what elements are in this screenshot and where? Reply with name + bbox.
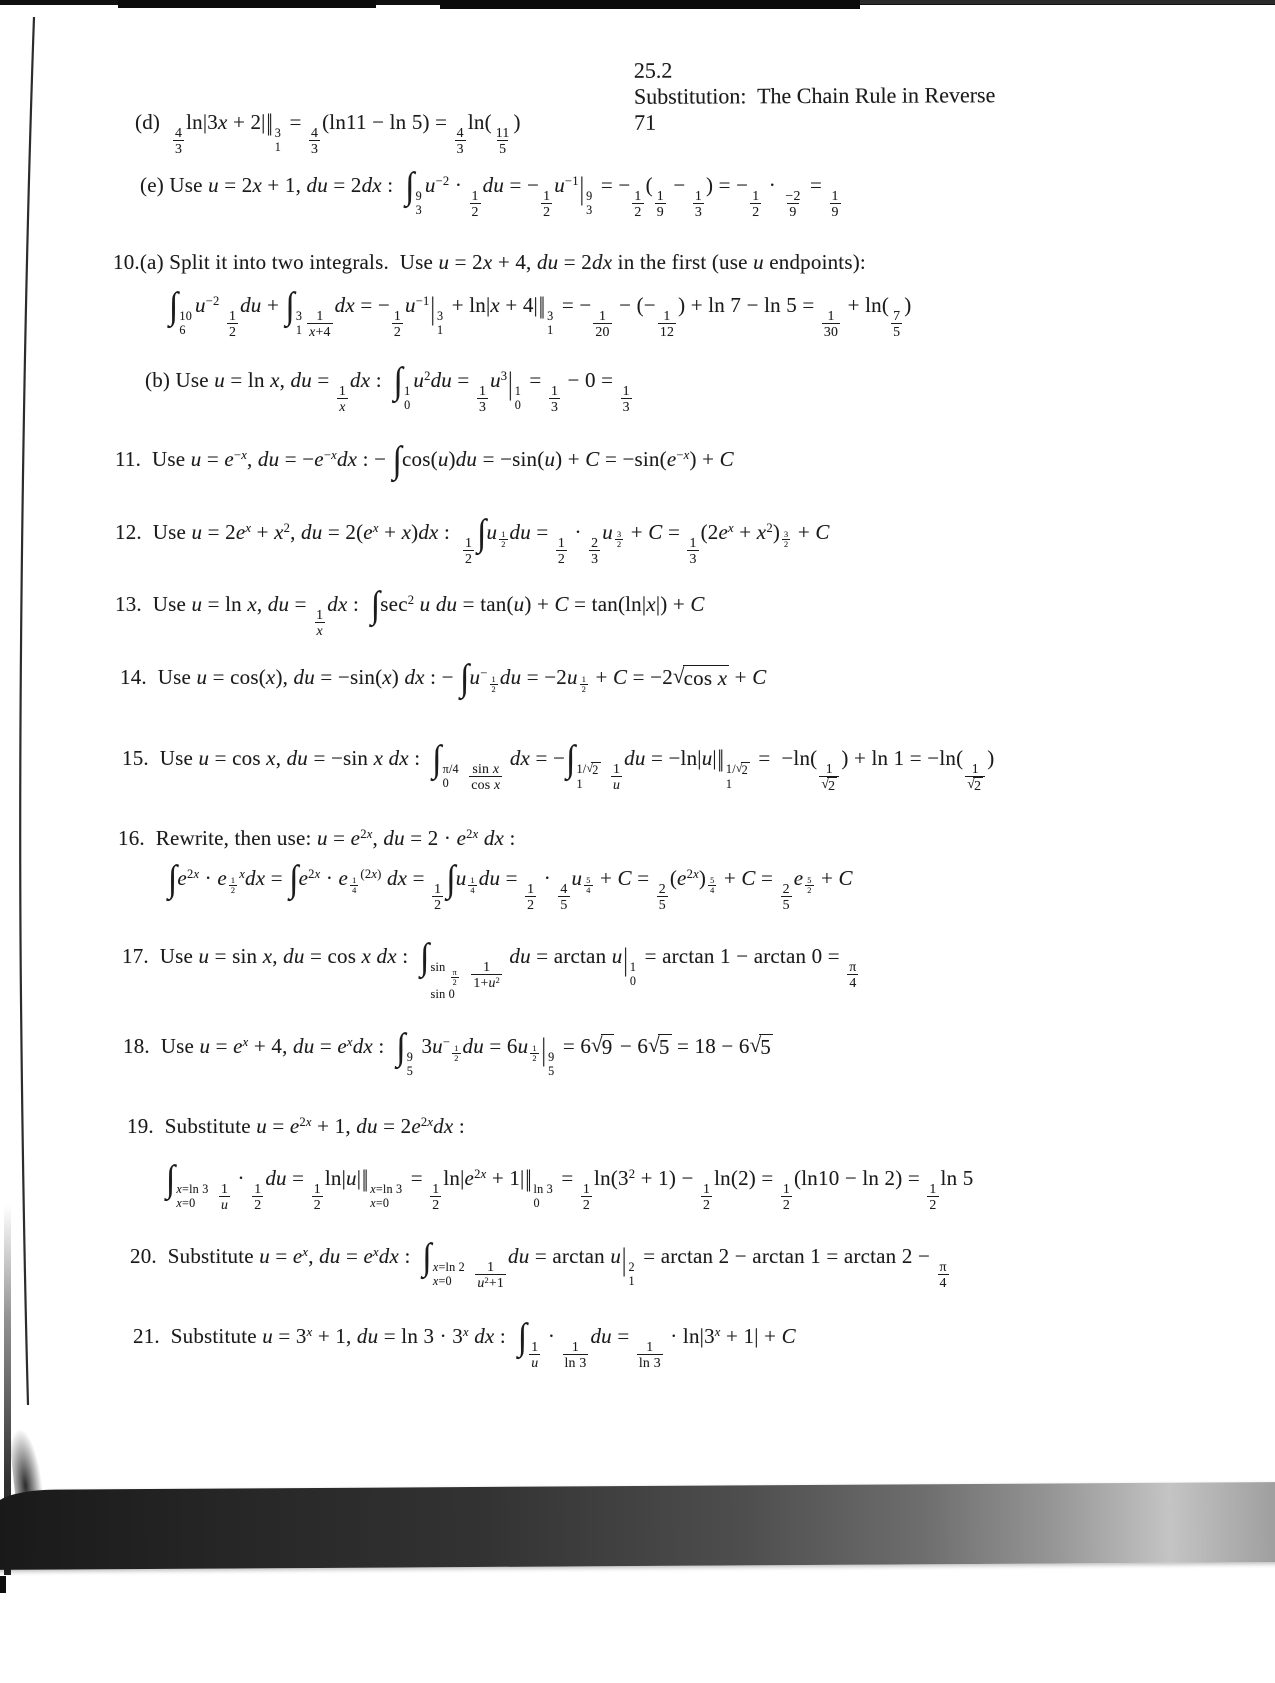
prose-text: 10.(a) Split it into two integrals. Use bbox=[113, 250, 439, 274]
math-expression: u = cos(x), du = −sin(x) dx : − ∫u− $\frac{1}{2}$ du = −2u $\frac{1}{2}$ + C = −2 √ cos x + C bbox=[196, 658, 767, 700]
prose-text: (e) Use bbox=[140, 173, 209, 197]
math-expression: u bbox=[753, 250, 764, 274]
solution-line-e bbox=[140, 166, 843, 220]
prose-text: 15. Use bbox=[122, 746, 199, 770]
page-header bbox=[612, 30, 1022, 162]
math-expression: u = e−x, du = −e−xdx : − ∫cos(u)du = −sin(u) + C = −sin(e−x) + C bbox=[190, 440, 734, 482]
prose-text: 19. Substitute bbox=[127, 1114, 257, 1138]
prose-text: 21. Substitute bbox=[133, 1324, 263, 1348]
page-number: 71 bbox=[634, 109, 657, 135]
scanner-top-bar-blob bbox=[118, 0, 376, 8]
section-number: 25.2 bbox=[633, 57, 673, 83]
solution-line-19 bbox=[127, 1114, 465, 1139]
prose-text: in the first (use bbox=[612, 250, 754, 274]
solution-line-14 bbox=[120, 658, 767, 700]
prose-text: 12. Use bbox=[115, 520, 192, 544]
math-expression: $\frac{4}{3}$ ln|3x + 2|‖ 3 1 = $\frac{4}{3}$ (ln11 − ln 5) = $\frac{4}{3}$ ln( $\frac{11}{5}$ ) bbox=[175, 106, 521, 157]
section-title: Substitution: The Chain Rule in Reverse bbox=[633, 82, 996, 109]
scan-corner-mark bbox=[0, 1576, 6, 1593]
math-expression: u = 2x + 4, du = 2dx bbox=[438, 250, 613, 274]
scanner-top-bar-faint bbox=[860, 0, 1275, 4]
math-expression: u = ex + 4, du = exdx : ∫ 9 5 3u− $\frac{1}{2}$ du = 6u $\frac{1}{2}$ | 9 5 = 6 √ 9 − 6 √ 5 = 18 − 6 √ 5 bbox=[199, 1027, 771, 1078]
math-expression: ∫ 10 6 u−2 $\frac{1}{2}$ du + ∫ 3 1 $\frac{1}{x+4}$ dx = − $\frac{1}{2}$ u−1| 3 1 + ln|x + 4|‖ 3 1 = − $\frac{1}{20}$ − (− $\frac{1}{12}$ ) + ln 7 − ln 5 = $\frac{1}{30}$ + ln( $\frac{7}{5}$ ) bbox=[169, 286, 912, 340]
page-curl-shadow-band bbox=[0, 1482, 1275, 1570]
solution-line-16-eq bbox=[167, 859, 853, 913]
math-expression: u = 2x + 1, du = 2dx : ∫ 9 3 u−2 · $\frac{1}{2}$ du = − $\frac{1}{2}$ u−1| 9 3 = − $\frac{1}{2}$ ( $\frac{1}{9}$ − $\frac{1}{3}$ ) = − $\frac{1}{2}$ · $\frac{-2}{9}$ = $\frac{1}{9}$ bbox=[208, 166, 839, 220]
math-expression: u = cos x, du = −sin x dx : ∫ π/4 0 $\frac{\text{sin x}}{\text{cos x}}$ dx = −∫ 1/ √ 2 1 $\frac{1}{u}$ du = −ln|u|‖ 1/ √ 2 1 = −ln( 1 √ 2 ) + ln 1 = −ln( 1 √ 2 ) bbox=[198, 739, 995, 794]
solution-line-13 bbox=[115, 585, 705, 639]
math-expression: u = e2x, du = 2 · e2x dx : bbox=[317, 826, 516, 850]
solution-line-d bbox=[135, 106, 521, 157]
solution-line-10a-eq bbox=[168, 286, 912, 340]
prose-text: 20. Substitute bbox=[130, 1244, 260, 1268]
solution-line-19-eq bbox=[165, 1159, 974, 1213]
math-expression: ∫ x=ln 3 x=0 $\frac{1}{u}$ · $\frac{1}{2}$ du = $\frac{1}{2}$ ln|u|‖ x=ln 3 x=0 = $\frac{1}{2}$ ln|e2x + 1|‖ ln 3 0 = $\frac{1}{2}$ ln(32 + 1) − $\frac{1}{2}$ ln(2) = $\frac{1}{2}$ (ln10 − ln 2) = $\frac{1}{2}$ ln 5 bbox=[166, 1159, 974, 1213]
prose-text: endpoints): bbox=[763, 250, 866, 274]
solution-line-12 bbox=[115, 513, 830, 567]
solution-line-10b bbox=[145, 361, 634, 415]
math-expression: u = ln x, du = $\frac{1}{x}$ dx : ∫sec2 u du = tan(u) + C = tan(ln|x|) + C bbox=[191, 585, 705, 639]
solution-line-21 bbox=[133, 1317, 796, 1371]
math-expression: u = sin x, du = cos x dx : ∫ sin $\frac{\pi}{2}$ sin 0 $\frac{1}{1+u2}$ du = arctan u| 1 0 = arctan 1 − arctan 0 = $\frac{\pi}{4}$ bbox=[198, 937, 857, 1001]
solution-line-20 bbox=[130, 1237, 951, 1291]
solution-line-10a bbox=[113, 250, 866, 275]
prose-text: 16. Rewrite, then use: bbox=[118, 826, 318, 850]
scanner-top-bar-blob bbox=[440, 0, 860, 9]
prose-text: 11. Use bbox=[115, 447, 191, 471]
math-expression: u = 3x + 1, du = ln 3 · 3x dx : ∫ $\frac{1}{u}$ · $\frac{1}{\ln 3}$ du = $\frac{1}{\ln 3}$ · ln|3x + 1| + C bbox=[262, 1317, 796, 1371]
solution-line-17 bbox=[122, 937, 860, 1001]
math-expression: u = e2x + 1, du = 2e2xdx : bbox=[256, 1114, 465, 1138]
math-expression: u = ln x, du = $\frac{1}{x}$ dx : ∫ 1 0 u2du = $\frac{1}{3}$ u3| 1 0 = $\frac{1}{3}$ − 0 = $\frac{1}{3}$ bbox=[214, 361, 630, 415]
prose-text: 14. Use bbox=[120, 665, 197, 689]
solution-line-15 bbox=[122, 739, 995, 794]
math-expression: u = ex, du = exdx : ∫ x=ln 2 x=0 $\frac{1}{u2+1}$ du = arctan u| 2 1 = arctan 2 − arctan 1 = arctan 2 − $\frac{\pi}{4}$ bbox=[259, 1237, 947, 1291]
prose-text: 18. Use bbox=[123, 1034, 200, 1058]
math-expression: u = 2ex + x2, du = 2(ex + x)dx : $\frac{1}{2}$ ∫u $\frac{1}{2}$ du = $\frac{1}{2}$ · $\frac{2}{3}$ u $\frac{3}{2}$ + C = $\frac{1}{3}$ (2ex + x2) $\frac{3}{2}$ + C bbox=[191, 513, 830, 567]
solution-line-16 bbox=[118, 826, 516, 851]
prose-text: (b) Use bbox=[145, 368, 215, 392]
solution-line-11 bbox=[115, 440, 734, 482]
solution-line-18 bbox=[123, 1027, 773, 1078]
prose-text: 17. Use bbox=[122, 944, 199, 968]
prose-text: 13. Use bbox=[115, 592, 192, 616]
math-expression: ∫e2x · e $\frac{1}{2}$ xdx = ∫e2x · e $\frac{1}{4}$ (2x) dx = $\frac{1}{2}$ ∫u $\frac{1}{4}$ du = $\frac{1}{2}$ · $\frac{4}{5}$ u $\frac{5}{4}$ + C = $\frac{2}{5}$ (e2x) $\frac{5}{4}$ + C = $\frac{2}{5}$ e $\frac{5}{2}$ + C bbox=[168, 859, 853, 913]
prose-text: (d) bbox=[135, 110, 171, 134]
